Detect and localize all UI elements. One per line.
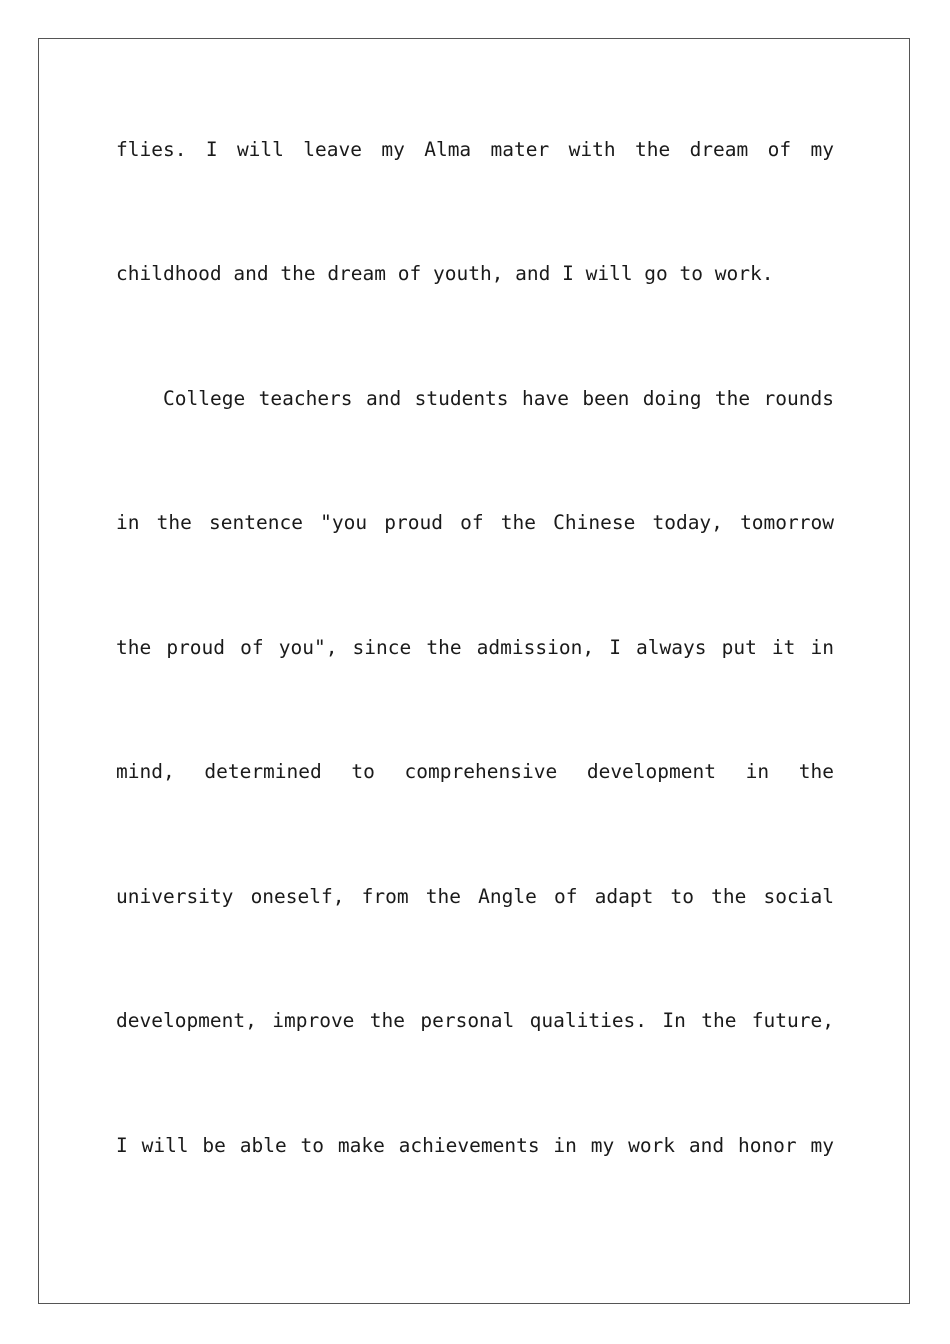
text-line: in the sentence "you proud of the Chinese today, tomorrow	[116, 511, 834, 534]
text-line: mind, determined to comprehensive development in the	[116, 760, 834, 783]
text-line: flies. I will leave my Alma mater with the dream of my	[116, 138, 834, 161]
text-line: university oneself, from the Angle of adapt to the social	[116, 885, 834, 908]
text-line: childhood and the dream of youth, and I will go to work.	[116, 262, 774, 285]
paragraph-first-line: College teachers and students have been doing the rounds	[163, 387, 834, 410]
text-line: development, improve the personal qualities. In the future,	[116, 1009, 834, 1032]
page-frame	[38, 38, 910, 1304]
text-line: I will be able to make achievements in my work and honor my	[116, 1134, 834, 1157]
text-line: the proud of you", since the admission, I always put it in	[116, 636, 834, 659]
